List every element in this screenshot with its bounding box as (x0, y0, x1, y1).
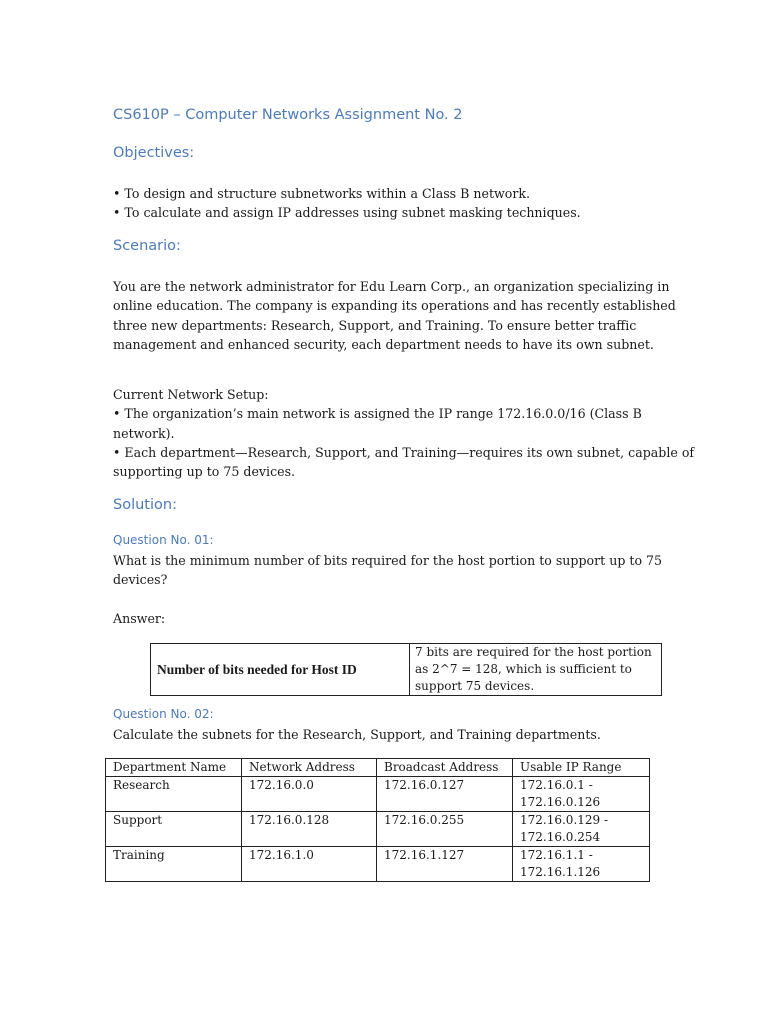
answer-value-line: as 2^7 = 128, which is sufficient to (415, 662, 632, 676)
cell-range (513, 847, 650, 882)
network-setup-line: • Each department—Research, Support, and Training—requires its own subnet, capable of (113, 444, 695, 460)
scenario-line: three new departments: Research, Support, and Training. To ensure better traffic (113, 317, 637, 333)
cell-broadcast: 172.16.0.255 (377, 812, 513, 847)
question-2-line: Calculate the subnets for the Research, Support, and Training departments. (113, 727, 601, 742)
scenario-line: You are the network administrator for Edu Learn Corp., an organization specializing in (113, 279, 670, 294)
table-row (106, 777, 650, 812)
network-setup-line: • The organization’s main network is assigned the IP range 172.16.0.0/16 (Class B (113, 406, 642, 422)
question-1-text (113, 551, 663, 590)
network-setup-line: supporting up to 75 devices. (113, 464, 296, 480)
cell-broadcast: 172.16.0.127 (377, 777, 513, 812)
network-setup-line: network). (113, 425, 175, 441)
table-row (106, 847, 650, 882)
objectives-list (113, 184, 653, 223)
objectives-heading: Objectives: (113, 145, 195, 161)
range-start: 172.16.1.1 - (520, 848, 593, 862)
header-network: Network Address (242, 759, 377, 777)
question-2-text (113, 725, 653, 744)
objective-item: • To design and structure subnetworks within a Class B network. (113, 186, 531, 201)
header-broadcast: Broadcast Address (377, 759, 513, 777)
cell-range (513, 777, 650, 812)
answer-label: Answer: (113, 611, 166, 626)
scenario-heading: Scenario: (113, 238, 181, 254)
cell-network: 172.16.0.0 (242, 777, 377, 812)
answer-table (150, 643, 662, 696)
header-department: Department Name (106, 759, 242, 777)
document-title: CS610P – Computer Networks Assignment No. 2 (113, 107, 463, 123)
table-row (106, 812, 650, 847)
cell-network: 172.16.1.0 (242, 847, 377, 882)
question-1-line: devices? (113, 572, 168, 588)
scenario-line: management and enhanced security, each department needs to have its own subnet. (113, 336, 654, 352)
solution-heading: Solution: (113, 497, 177, 513)
answer-value-cell (410, 644, 662, 696)
range-end: 172.16.0.126 (520, 795, 601, 809)
subnet-table (105, 758, 650, 882)
cell-broadcast: 172.16.1.127 (377, 847, 513, 882)
question-2-heading: Question No. 02: (113, 707, 214, 721)
answer-value-line: 7 bits are required for the host portion (415, 645, 652, 659)
scenario-paragraph (113, 277, 676, 354)
range-start: 172.16.0.1 - (520, 778, 593, 792)
cell-department: Support (106, 812, 242, 847)
cell-range (513, 812, 650, 847)
range-end: 172.16.1.126 (520, 865, 601, 879)
answer-row (151, 644, 662, 696)
cell-network: 172.16.0.128 (242, 812, 377, 847)
scenario-line: online education. The company is expanding its operations and has recently established (113, 298, 676, 314)
cell-department: Research (106, 777, 242, 812)
answer-value-line: support 75 devices. (415, 679, 535, 693)
objective-item: • To calculate and assign IP addresses using subnet masking techniques. (113, 205, 581, 221)
subnet-table-header (106, 759, 650, 777)
question-1-heading: Question No. 01: (113, 533, 214, 547)
answer-label-cell: Number of bits needed for Host ID (151, 644, 410, 696)
header-range: Usable IP Range (513, 759, 650, 777)
range-end: 172.16.0.254 (520, 830, 601, 844)
cell-department: Training (106, 847, 242, 882)
network-setup-title: Current Network Setup: (113, 387, 269, 402)
range-start: 172.16.0.129 - (520, 813, 609, 827)
network-setup (113, 385, 695, 481)
question-1-line: What is the minimum number of bits required for the host portion to support up to 75 (113, 553, 663, 568)
